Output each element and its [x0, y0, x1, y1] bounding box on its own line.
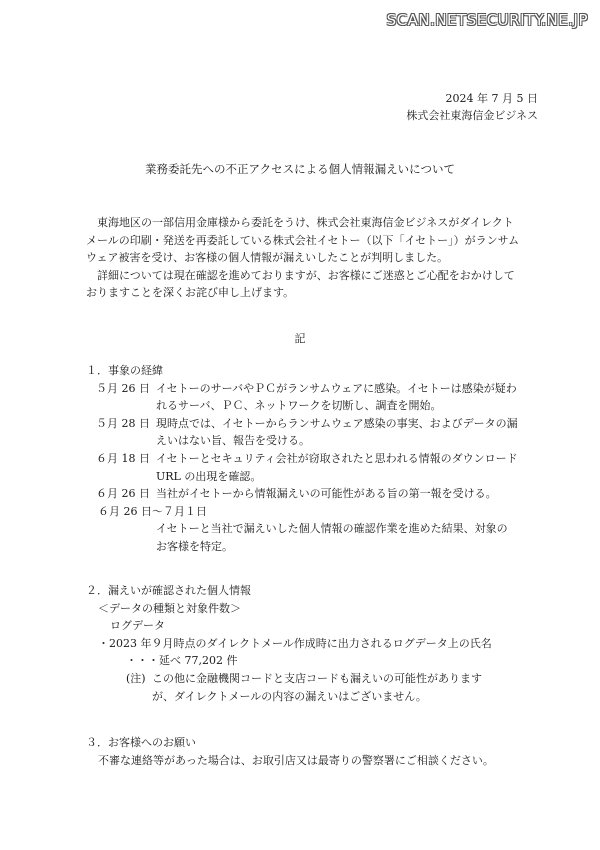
data-item: ・2023 年９月時点のダイレクトメール作成時に出力されるログデータ上の氏名	[98, 636, 492, 650]
data-subtitle: ＜データの種類と対象件数＞	[98, 601, 241, 615]
event-date: ５月 28 日	[96, 416, 150, 430]
intro-paragraph-1: 東海地区の一部信用金庫様から委託をうけ、株式会社東海信金ビジネスがダイレクトメールの印刷・発送を再委託している株式会社イセトー（以下「イセトー」）がランサムウェア被害を受け、お客様の個人情報が漏えいしたことが判明しました。	[86, 216, 520, 265]
range-text: イセトーと当社で漏えいした個人情報の確認作業を進めた結果、対象のお客様を特定。	[156, 522, 508, 553]
event-text: 現時点では、イセトーからランサムウェア感染の事実、およびデータの漏えいはない旨、報告を受ける。	[156, 416, 518, 448]
ki-heading: 記	[294, 332, 306, 345]
section-timeline	[86, 362, 546, 556]
timeline-row	[86, 485, 546, 503]
document-date: 2024 年 7 月 5 日	[445, 92, 538, 105]
event-text: 当社がイセトーから情報漏えいの可能性がある旨の第一報を受ける。	[156, 487, 497, 501]
section-leaked-data	[86, 582, 546, 705]
event-text: イセトーとセキュリティ会社が窃取されたと思われる情報のダウンロード URL の出現を確認。	[156, 451, 518, 483]
note-label: (注)	[126, 671, 146, 685]
range-date: ６月 26 日～７月１日	[98, 504, 207, 518]
timeline-row	[86, 380, 546, 415]
timeline-row	[86, 450, 546, 485]
event-date: ５月 26 日	[96, 381, 150, 395]
event-text: イセトーのサーバやＰＣがランサムウェアに感染。イセトーは感染が疑われるサーバ、ＰＣ、ネットワークを切断し、調査を開始。	[156, 381, 517, 413]
note	[86, 670, 546, 705]
section-3-title: ３．お客様へのお願い	[86, 736, 196, 749]
issuer-name: 株式会社東海信金ビジネス	[406, 109, 538, 122]
timeline-row	[86, 415, 546, 450]
intro-section	[86, 214, 522, 302]
section-request	[86, 734, 546, 769]
data-count: ・・・延べ 77,202 件	[126, 654, 238, 668]
section-2-title: ２．漏えいが確認された個人情報	[86, 584, 251, 597]
section-1-title: １．事象の経緯	[86, 364, 163, 377]
request-text: 不審な連絡等があった場合は、お取引店又は最寄りの警察署にご相談ください。	[98, 753, 494, 767]
watermark: SCAN.NETSECURITY.NE.JP	[386, 11, 588, 29]
event-date: ６月 18 日	[96, 451, 150, 465]
intro-paragraph-2: 詳細については現在確認を進めておりますが、お客様にご迷惑とご心配をおかけしておりますことを深くお詫び申し上げます。	[86, 268, 515, 300]
note-text: この他に金融機関コードと支店コードも漏えいの可能性がありますが、ダイレクトメールの内容の漏えいはございません。	[152, 671, 482, 703]
document-title: 業務委託先への不正アクセスによる個人情報漏えいについて	[145, 162, 455, 176]
data-type: ログデータ	[110, 619, 165, 633]
event-date: ６月 26 日	[96, 487, 150, 501]
